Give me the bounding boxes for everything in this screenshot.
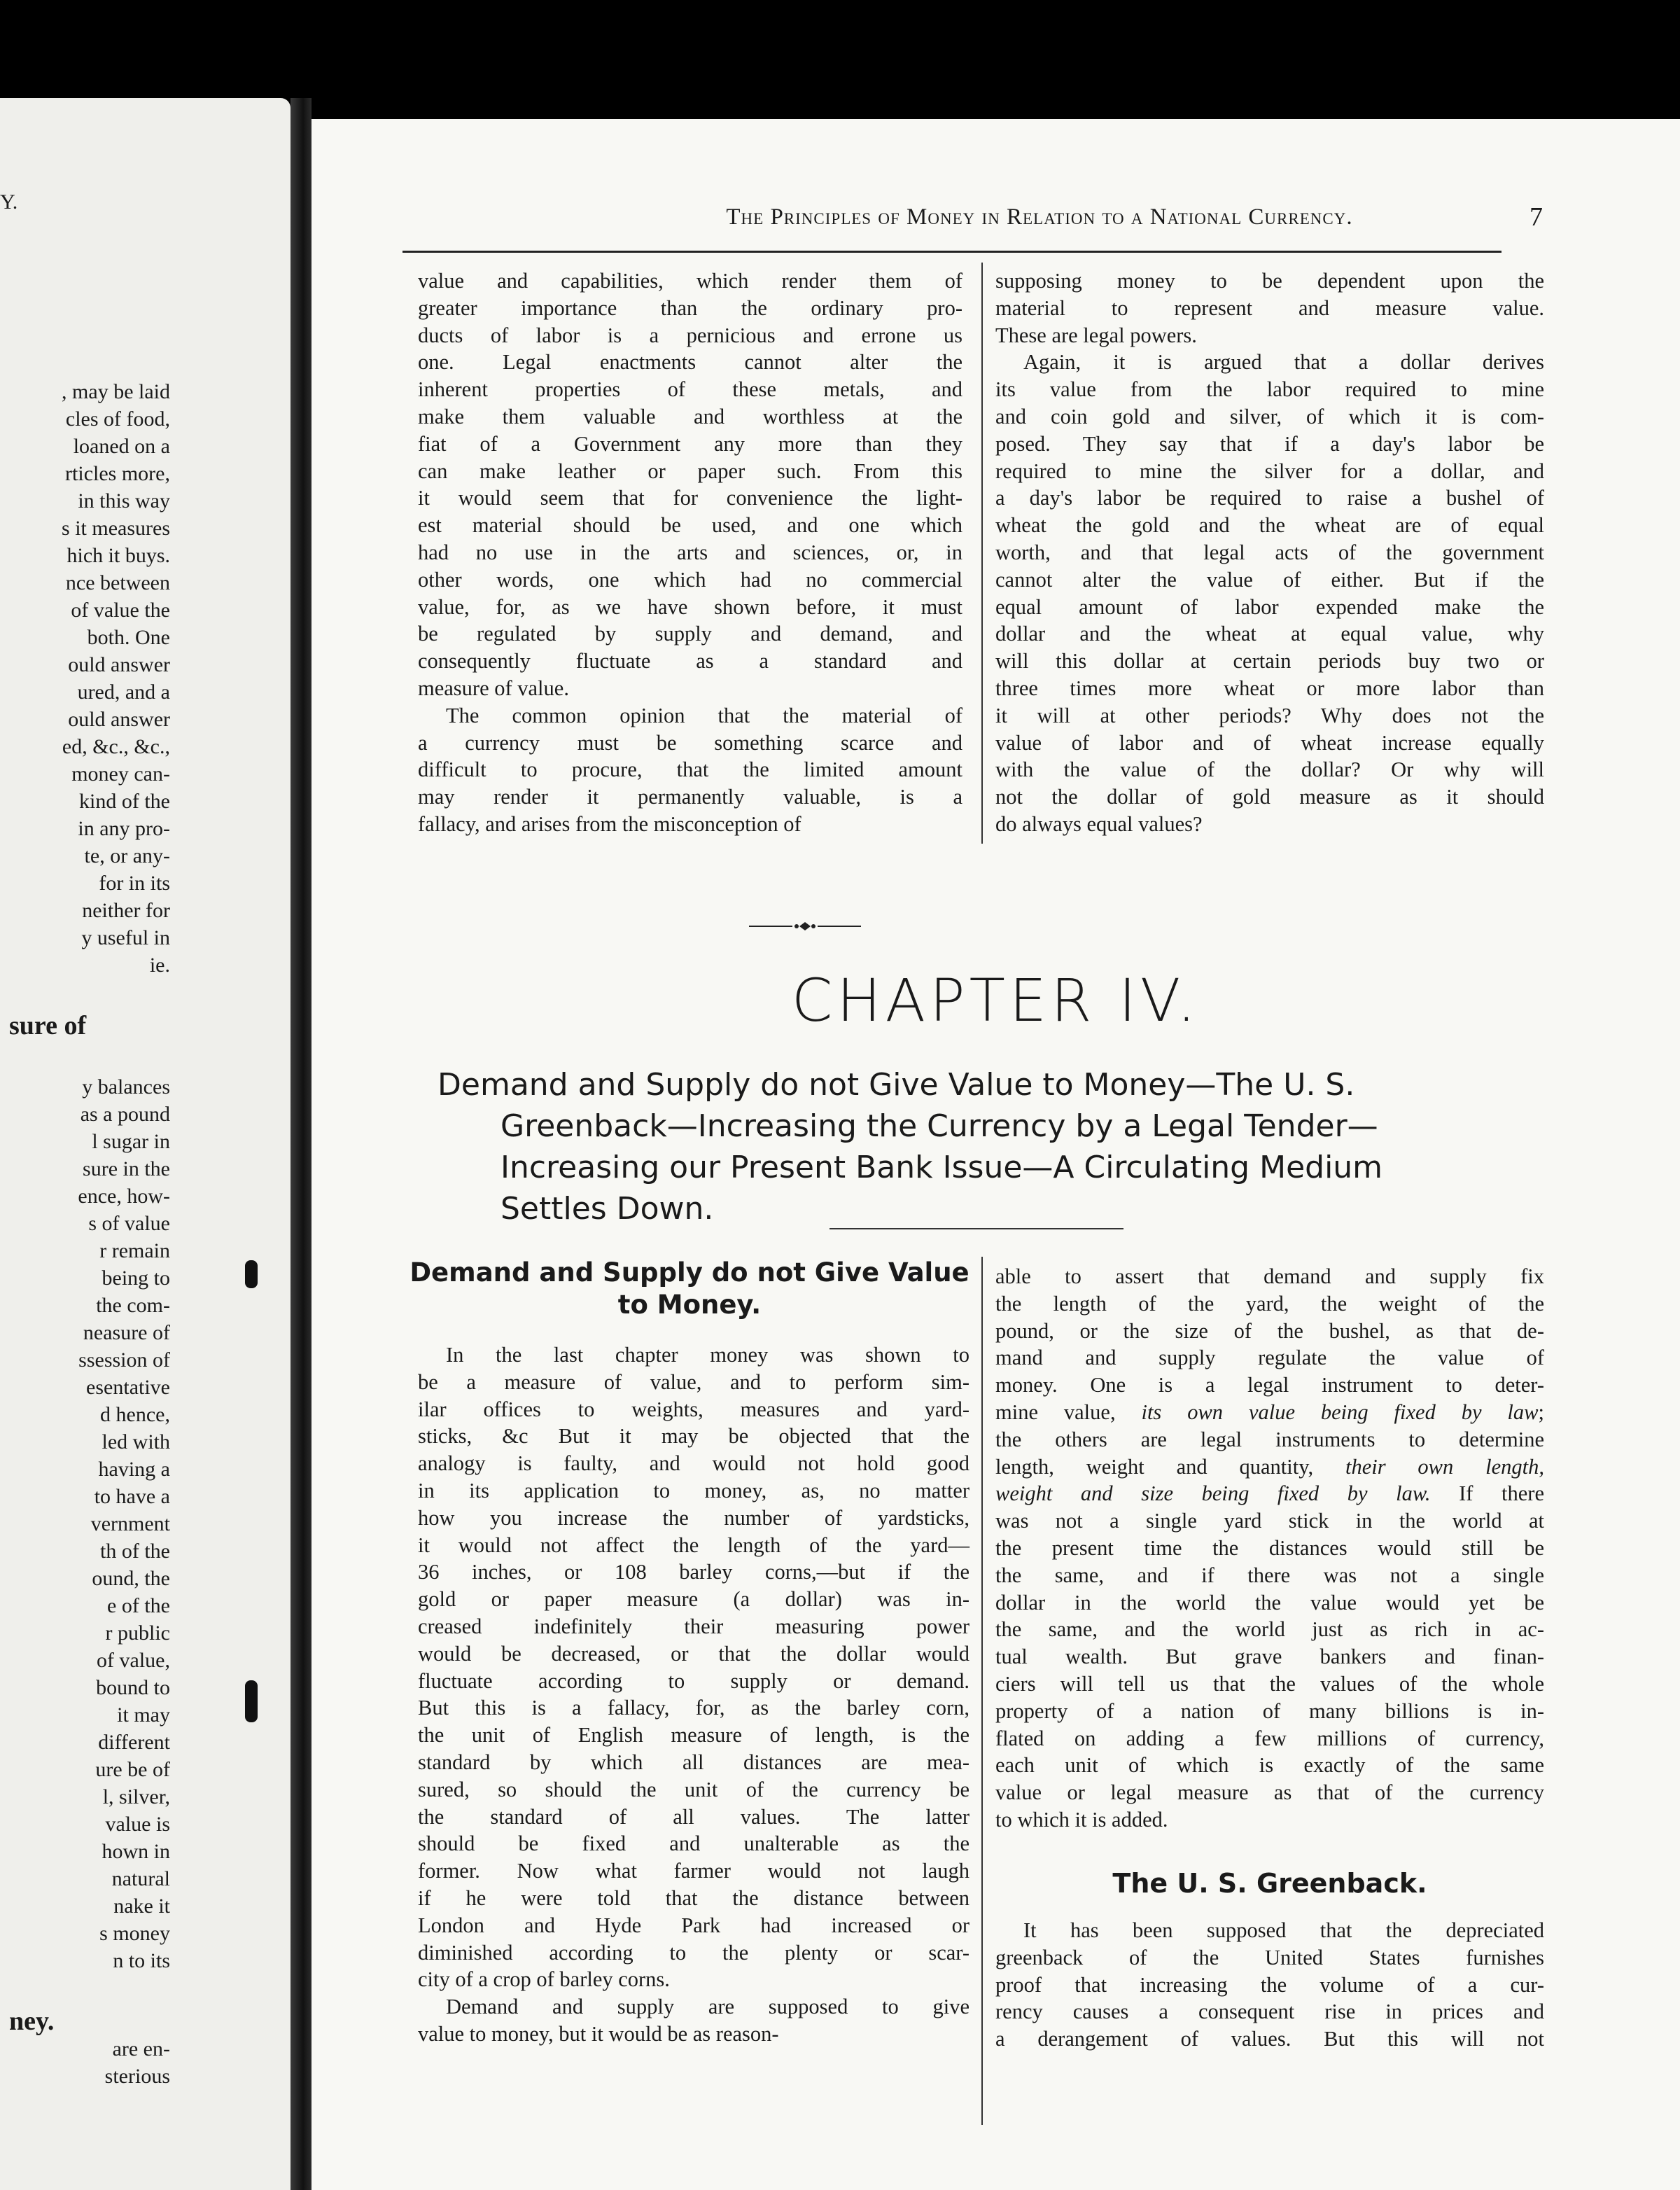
left-page-line: l, silver,: [102, 1785, 170, 1808]
left-page-line: vernment: [90, 1512, 170, 1535]
left-page-line: ence, how-: [78, 1185, 170, 1208]
text-line: 36 inches, or 108 barley corns,—but if the: [418, 1560, 969, 1584]
left-page-line: d hence,: [100, 1403, 170, 1426]
text-line: value of labor and of wheat increase equally: [995, 730, 1544, 755]
left-page-line: neasure of: [83, 1321, 170, 1344]
left-page-header: Y.: [0, 190, 18, 214]
text-line: weight and size being fixed by law. If there: [995, 1481, 1544, 1506]
left-page-line: sure in the: [83, 1157, 170, 1180]
left-page-line: nce between: [65, 571, 170, 594]
text-line: a derangement of values. But this will not: [995, 2027, 1544, 2051]
italic-phrase: their own length,: [1345, 1454, 1545, 1479]
left-page-line: both. One: [87, 626, 170, 649]
left-page-line: having a: [98, 1458, 170, 1481]
text-line: fiat of a Government any more than they: [418, 431, 962, 456]
text-line: fluctuate according to supply or demand.: [418, 1668, 969, 1693]
subtitle-rule: [830, 1228, 1124, 1229]
text-line: gold or paper measure (a dollar) was in-: [418, 1587, 969, 1612]
text-line: material to represent and measure value.: [995, 295, 1544, 320]
text-line: the same, and the world just as rich in ac-: [995, 1617, 1544, 1642]
text-line: The common opinion that the material of: [446, 703, 962, 727]
italic-phrase: weight and size being fixed by law.: [995, 1481, 1431, 1506]
text-line: supposing money to be dependent upon the: [995, 269, 1544, 293]
text-line: had no use in the arts and sciences, or, in: [418, 540, 962, 564]
text-line: do always equal values?: [995, 811, 1203, 836]
left-page-line: y useful in: [81, 926, 170, 949]
left-page-line: of value,: [97, 1649, 170, 1672]
text-line: would be decreased, or that the dollar would: [418, 1641, 969, 1666]
left-page-line: ssession of: [78, 1348, 170, 1372]
text-line: diminished according to the plenty or scar-: [418, 1940, 969, 1965]
running-title: The Principles of Money in Relation to a National Currency.: [726, 204, 1353, 230]
chapter-title: CHAPTER IV.: [791, 966, 1200, 1035]
left-page-line: , may be laid: [62, 380, 170, 403]
spine-mark: [245, 1260, 258, 1288]
left-page-line: to have a: [94, 1485, 170, 1508]
left-page-line: nake it: [113, 1895, 170, 1918]
text-line: able to assert that demand and supply fix: [995, 1264, 1544, 1288]
text-line: its value from the labor required to mine: [995, 377, 1544, 402]
text-line: greenback of the United States furnishes: [995, 1945, 1544, 1969]
left-page-line: ed, &c., &c.,: [62, 735, 170, 758]
left-page-line: s money: [99, 1922, 170, 1945]
italic-phrase: its own value being fixed by law: [1141, 1400, 1539, 1424]
left-page-line: being to: [102, 1267, 170, 1290]
text-line: required to mine the silver for a dollar, and: [995, 459, 1544, 483]
left-page-line: te, or any-: [84, 844, 170, 867]
left-page-subheading: sure of: [9, 1011, 87, 1040]
left-page-line: ound, the: [92, 1567, 170, 1590]
text-line: mine value, its own value being fixed by law;: [995, 1400, 1544, 1424]
left-page-line: n to its: [113, 1949, 170, 1972]
text-line: the length of the yard, the weight of the: [995, 1291, 1544, 1316]
text-line: But this is a fallacy, for, as the barley corn,: [418, 1696, 969, 1720]
text-line: London and Hyde Park had increased or: [418, 1913, 969, 1937]
left-page-line: in any pro-: [78, 817, 170, 840]
text-line: dollar in the world the value would yet be: [995, 1590, 1544, 1614]
text-line: greater importance than the ordinary pro-: [418, 295, 962, 320]
top-right-column: [995, 267, 1544, 838]
text-line: ilar offices to weights, measures and yard-: [418, 1397, 969, 1421]
text-line: tual wealth. But grave bankers and finan-: [995, 1645, 1544, 1669]
left-page-line: r public: [105, 1621, 170, 1645]
left-page-line: bound to: [96, 1676, 170, 1699]
text-line: rency causes a consequent rise in prices and: [995, 2000, 1544, 2024]
left-page-line: different: [98, 1731, 170, 1754]
text-line: est material should be used, and one which: [418, 513, 962, 538]
text-line: the unit of English measure of length, is the: [418, 1723, 969, 1748]
left-page-line: r remain: [99, 1239, 170, 1262]
text-line: the others are legal instruments to determine: [995, 1427, 1544, 1451]
left-page-line: ured, and a: [77, 681, 170, 704]
text-line: ciers will tell us that the values of the whole: [995, 1671, 1544, 1696]
left-page-line: kind of the: [79, 790, 170, 813]
left-page-subheading: ney.: [9, 2007, 55, 2036]
column-divider-bottom: [981, 1257, 983, 2125]
text-line: how you increase the number of yardsticks,: [418, 1505, 969, 1530]
text-line: other words, one which had no commercial: [418, 567, 962, 592]
text-line: not the dollar of gold measure as it should: [995, 785, 1544, 809]
left-page-line: rticles more,: [65, 462, 170, 485]
left-page-text: [9, 378, 170, 2090]
text-line: wheat the gold and the wheat are of equal: [995, 513, 1544, 538]
text-line: the same, and if there was not a single: [995, 1563, 1544, 1587]
left-page-line: y balances: [82, 1075, 170, 1099]
left-page-line: are en-: [112, 2037, 170, 2060]
text-line: with the value of the dollar? Or why will: [995, 758, 1544, 782]
text-line: value and capabilities, which render them of: [418, 269, 962, 293]
text-line: proof that increasing the volume of a cur-: [995, 1972, 1544, 1997]
left-page-line: ould answer: [68, 653, 170, 676]
text-line: difficult to procure, that the limited amount: [418, 758, 962, 782]
text-line: length, weight and quantity, their own length,: [995, 1454, 1545, 1479]
text-line: value, for, as we have shown before, it must: [418, 594, 962, 619]
text-line: fallacy, and arises from the misconception of: [418, 811, 802, 836]
left-page-line: hown in: [102, 1840, 170, 1863]
left-page-line: sterious: [104, 2065, 170, 2088]
left-page-line: as a pound: [80, 1103, 170, 1126]
text-line: may render it permanently valuable, is a: [418, 785, 962, 809]
text-line: pound, or the size of the bushel, as that de-: [995, 1318, 1544, 1343]
text-line: be a measure of value, and to perform sim-: [418, 1369, 969, 1394]
text-line: analogy is faulty, and would not hold good: [418, 1451, 969, 1476]
text-line: value to money, but it would be as reason-: [418, 2021, 779, 2046]
text-line: value or legal measure as that of the currency: [995, 1780, 1544, 1805]
left-page-line: value is: [105, 1813, 170, 1836]
text-line: a currency must be something scarce and: [418, 730, 962, 755]
text-line: Demand and supply are supposed to give: [446, 1995, 969, 2019]
text-line: creased indefinitely their measuring power: [418, 1614, 969, 1638]
text-line: make them valuable and worthless at the: [418, 404, 962, 428]
left-page-line: of value the: [71, 599, 170, 622]
chapter-subtitle: [438, 1064, 1508, 1229]
text-line: dollar and the wheat at equal value, why: [995, 622, 1544, 646]
left-page-line: l sugar in: [92, 1130, 170, 1153]
left-page-fragment: [0, 98, 290, 2190]
text-line: a day's labor be required to raise a bushel of: [995, 486, 1544, 510]
left-page-line: led with: [102, 1430, 170, 1453]
column-divider-top: [981, 263, 983, 844]
text-line: will this dollar at certain periods buy two or: [995, 649, 1544, 674]
text-line: city of a crop of barley corns.: [418, 1967, 670, 1992]
left-page-line: it may: [117, 1703, 170, 1727]
text-line: inherent properties of these metals, and: [418, 377, 962, 402]
text-line: posed. They say that if a day's labor be: [995, 431, 1544, 456]
left-page-line: ie.: [149, 954, 170, 977]
text-line: ducts of labor is a pernicious and errone us: [418, 323, 962, 347]
left-page-line: for in its: [99, 872, 170, 895]
book-gutter: [290, 98, 312, 2190]
text-line: to which it is added.: [995, 1807, 1168, 1832]
chapter-subtitle-line: Greenback—Increasing the Currency by a Legal Tender—: [500, 1108, 1378, 1144]
section-heading-demand-supply: [410, 1257, 969, 1321]
text-line: can make leather or paper such. From this: [418, 459, 962, 483]
text-line: flated on adding a few millions of currency,: [995, 1726, 1544, 1750]
bottom-right-column: [995, 1263, 1544, 1834]
left-page-line: s it measures: [62, 517, 170, 540]
right-page: [312, 119, 1680, 2190]
text-line: one. Legal enactments cannot alter the: [418, 350, 962, 375]
left-page-line: neither for: [82, 899, 170, 922]
section-heading-greenback: The U. S. Greenback.: [1112, 1868, 1427, 1899]
top-left-column: [418, 267, 962, 838]
text-line: former. Now what farmer would not laugh: [418, 1859, 969, 1883]
left-page-line: ure be of: [95, 1758, 170, 1781]
text-line: These are legal powers.: [995, 323, 1197, 347]
text-line: Again, it is argued that a dollar derives: [1023, 350, 1544, 375]
text-line: consequently fluctuate as a standard and: [418, 649, 962, 674]
left-page-line: money can-: [71, 762, 170, 786]
text-line: measure of value.: [418, 676, 569, 700]
text-line: was not a single yard stick in the world at: [995, 1509, 1544, 1533]
page-number: 7: [1530, 202, 1543, 232]
text-line: the present time the distances would still be: [995, 1535, 1544, 1560]
text-line: each unit of which is exactly of the same: [995, 1753, 1544, 1778]
text-line: be regulated by supply and demand, and: [418, 622, 962, 646]
text-line: sticks, &c But it may be objected that the: [418, 1424, 969, 1449]
section-heading-line2: to Money.: [617, 1290, 762, 1320]
left-page-line: hich it buys.: [66, 544, 170, 567]
greenback-column: [995, 1917, 1544, 2053]
text-line: should be fixed and unalterable as the: [418, 1832, 969, 1856]
text-line: in its application to money, as, no matter: [418, 1478, 969, 1502]
text-line: standard by which all distances are mea-: [418, 1750, 969, 1774]
text-line: equal amount of labor expended make the: [995, 594, 1544, 619]
text-line: money. One is a legal instrument to deter-: [995, 1373, 1544, 1397]
chapter-subtitle-line: Demand and Supply do not Give Value to Money—The U. S.: [438, 1067, 1355, 1103]
text-line: it would seem that for convenience the light-: [418, 486, 962, 510]
left-page-line: natural: [111, 1867, 170, 1890]
chapter-subtitle-line: Increasing our Present Bank Issue—A Circulating Medium: [500, 1150, 1383, 1185]
text-line: worth, and that legal acts of the government: [995, 540, 1544, 564]
left-page-line: cles of food,: [65, 407, 170, 431]
text-line: it would not affect the length of the yard—: [418, 1533, 969, 1557]
text-line: sured, so should the unit of the currency be: [418, 1777, 969, 1801]
text-line: It has been supposed that the depreciated: [1023, 1918, 1544, 1942]
text-line: it will at other periods? Why does not the: [995, 703, 1544, 727]
section-heading-line1: Demand and Supply do not Give Value: [410, 1257, 969, 1288]
text-line: the standard of all values. The latter: [418, 1804, 969, 1829]
ornament-divider: [749, 919, 861, 933]
left-page-line: the com-: [96, 1294, 170, 1317]
text-line: and coin gold and silver, of which it is com-: [995, 404, 1544, 428]
bottom-left-column: [418, 1341, 969, 2048]
header-rule: [402, 251, 1502, 253]
left-page-line: in this way: [78, 489, 170, 512]
left-page-line: esentative: [86, 1376, 170, 1399]
spine-mark: [245, 1680, 258, 1722]
left-page-line: e of the: [107, 1594, 170, 1617]
text-line: property of a nation of many billions is in-: [995, 1699, 1544, 1723]
chapter-subtitle-line: Settles Down.: [500, 1191, 714, 1227]
text-line: three times more wheat or more labor than: [995, 676, 1544, 700]
text-line: cannot alter the value of either. But if the: [995, 567, 1544, 592]
text-line: if he were told that the distance between: [418, 1885, 969, 1910]
text-line: mand and supply regulate the value of: [995, 1346, 1544, 1370]
left-page-line: s of value: [88, 1212, 170, 1235]
left-page-line: ould answer: [68, 708, 170, 731]
left-page-line: loaned on a: [73, 435, 170, 458]
text-line: In the last chapter money was shown to: [446, 1343, 969, 1367]
left-page-line: th of the: [100, 1540, 170, 1563]
